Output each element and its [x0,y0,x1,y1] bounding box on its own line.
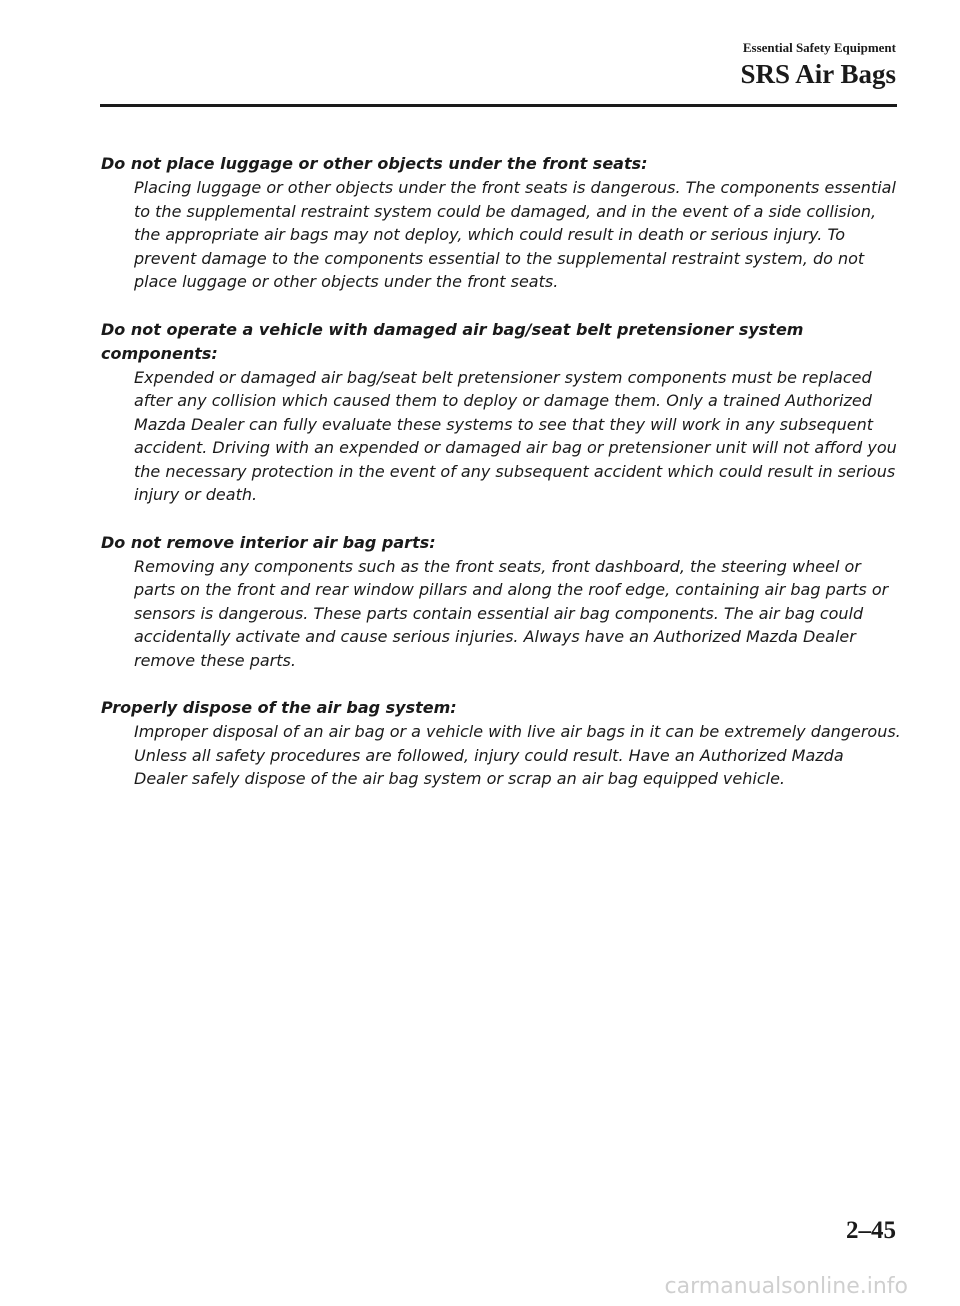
warning-content [101,152,901,815]
warning-body: Expended or damaged air bag/seat belt pretensioner system components must be replaced after any collision which caused them to deploy or damage them. Only a trained Authorized Mazda Dealer can fully evaluate these systems to see that they will work in any subsequent accident. Driving with an expended or damaged air bag or pretensioner unit will not afford you the necessary protection in the event of any subsequent accident which could result in serious injury or death. [134,367,897,504]
warning-body: Improper disposal of an air bag or a vehicle with live air bags in it can be extremely dangerous. Unless all safety procedures are followed, injury could result. Have an Authorized Mazda Dealer safely dispose of the air bag system or scrap an air bag equipped vehicle. [134,722,901,788]
chapter-title: SRS Air Bags [740,59,896,89]
warning-heading: Do not remove interior air bag parts: [101,532,436,552]
warning-item-damaged-components [101,318,901,507]
warning-heading: Do not place luggage or other objects under the front seats: [101,154,648,173]
watermark-text: carmanualsonline.info [664,1274,908,1299]
warning-item-luggage [101,152,901,294]
warning-heading: Do not operate a vehicle with damaged air bag/seat belt pretensioner system components: [101,319,804,363]
warning-item-interior-parts [101,531,901,673]
warning-body: Removing any components such as the front seats, front dashboard, the steering wheel or parts on the front and rear window pillars and along the roof edge, containing air bag parts or sensors is dangerous. These parts contain essential air bag components. The air bag could accidentally activate and cause serious injuries. Always have an Authorized Mazda Dealer remove these parts. [134,556,889,670]
page-number: 2–45 [846,1217,896,1244]
header-divider [100,104,897,107]
warning-body: Placing luggage or other objects under the front seats is dangerous. The components essential to the supplemental restraint system could be damaged, and in the event of a side collision, the appropriate air bags may not deploy, which could result in death or serious injury. To prevent damage to the components essential to the supplemental restraint system, do not place luggage or other objects under the front seats. [134,178,896,291]
page-header [740,40,896,90]
warning-heading: Properly dispose of the air bag system: [101,698,457,717]
section-title: Essential Safety Equipment [742,40,896,55]
warning-item-disposal [101,696,901,791]
